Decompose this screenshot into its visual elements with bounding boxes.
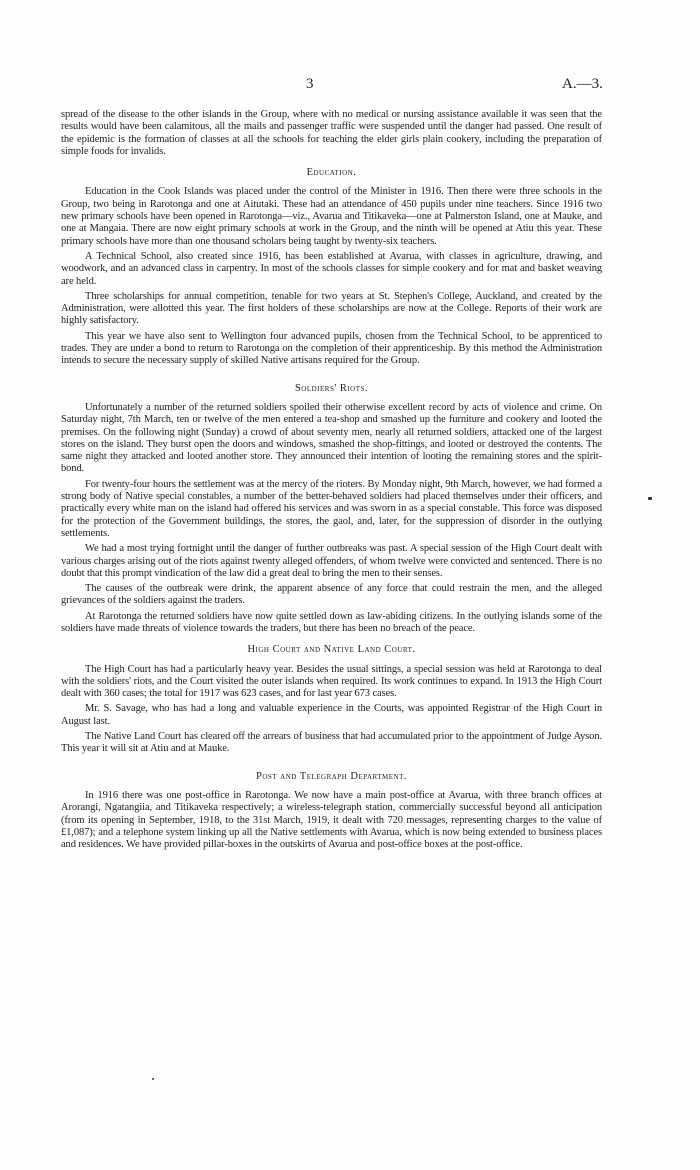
paragraph: Education in the Cook Islands was placed under the control of the Minister in 1916. Then there were three schools in the Group, two being in Rarotonga and one at Aitutaki. These had an attendance of 450 pupils under nine teachers. Since 1916 two new primary schools have been opened in Rarotonga—viz., Avarua and Titikaveka—one at Palmerston Island, one at Mauke, and one at Mangaia. There are now eight primary schools at work in the Group, and the ninth will be opened at Atiu this year. These primary schools have more than one thousand scholars being taught by twenty-six teachers. [61,186,602,247]
paragraph: Mr. S. Savage, who has had a long and valuable experience in the Courts, was appointed Registrar of the High Court in August last. [61,703,602,727]
paragraph: In 1916 there was one post-office in Rarotonga. We now have a main post-office at Avarua, with three branch offices at Arorangi, Ngatangiia, and Titikaveka respectively; a wireless-telegraph station, commercially successful beyond all anticipation (from its opening in September, 1918, to the 31st March, 1919, it dealt with 720 messages, representing charges to the value of £1,087); and a telephone system linking up all the Native settlements with Avarua, which is now being extended to business places and residences. We have provided pillar-boxes in the outskirts of Avarua and post-office boxes at the post-office. [61,789,602,851]
print-speck [152,1078,154,1080]
paragraph: The High Court has had a particularly heavy year. Besides the usual sittings, a special session was held at Rarotonga to deal with the soldiers' riots, and the Court visited the outer islands when required. Its work continues to expand. In 1913 the High Court dealt with 360 cases; the total for 1917 was 623 cases, and for last year 673 cases. [61,663,602,700]
paragraph: For twenty-four hours the settlement was at the mercy of the rioters. By Monday night, 9th March, however, we had formed a strong body of Native special constables, a number of the better-behaved soldiers had placed themselves under their officers, and practically every white man on the island had offered his services and was sworn in as a special constable. This force was disposed for the protection of the Government buildings, the stores, the gaol, and, later, for the suppression of disorder in the outlying settlements. [61,478,602,539]
section-heading-courts: High Court and Native Land Court. [247,644,416,656]
section-heading-post-telegraph: Post and Telegraph Department. [255,770,408,782]
paragraph: spread of the disease to the other islands in the Group, where with no medical or nursing assistance available it was seen that the results would have been calamitous, all the mails and passenger traffic were suspended until the danger had passed. One result of the epidemic is the formation of classes at all the schools for teaching the elder girls plain cookery, including the preparation of simple foods for invalids. [61,109,602,157]
paragraph: Unfortunately a number of the returned soldiers spoiled their otherwise excellent record by acts of violence and crime. On Saturday night, 7th March, ten or twelve of the men entered a tea-shop and smashed up the furniture and cookery and looted the premises. On the following night (Sunday) a crowd of about seventy men, nearly all returned soldiers, attacked one of the largest stores on the island. They burst open the doors and windows, smashed the shop-fittings, and looted or destroyed the contents. The same night they attacked and looted another store. They announced their intention of looting the remaining stores and the spirit-bond. [61,401,602,475]
page-number: 3 [306,76,314,92]
paragraph: The causes of the outbreak were drink, the apparent absence of any force that could restrain the men, and the alleged grievances of the soldiers against the traders. [61,583,602,607]
section-heading-soldiers-riots: Soldiers' Riots. [294,382,369,394]
document-reference: A.—3. [562,76,603,92]
paragraph: At Rarotonga the returned soldiers have now quite settled down as law-abiding citizens. In the outlying islands some of the soldiers have made threats of violence towards the traders, but there has been no breach of the peace. [61,610,602,634]
document-body [61,109,602,854]
paragraph: The Native Land Court has cleared off the arrears of business that had accumulated prior to the appointment of Judge Ayson. This year it will sit at Atiu and at Mauke. [61,731,602,755]
paragraph: Three scholarships for annual competition, tenable for two years at St. Stephen's College, Auckland, and created by the Administration, were allotted this year. The first holders of these scholarships are now at the College. Reports of their work are highly satisfactory. [61,290,602,327]
paragraph: We had a most trying fortnight until the danger of further outbreaks was past. A special session of the High Court dealt with various charges arising out of the riots against twenty alleged offenders, of whom twelve were convicted and sentenced. There is no doubt that this prompt vindication of the law did a great deal to bring the men to their senses. [61,543,602,579]
section-heading-education: Education. [306,167,357,179]
paragraph: A Technical School, also created since 1916, has been established at Avarua, with classes in agriculture, drawing, and woodwork, and an advanced class in carpentry. In most of the schools classes for simple cookery and for mat and basket weaving are held. [61,250,602,287]
margin-mark [648,497,652,500]
paragraph: This year we have also sent to Wellington four advanced pupils, chosen from the Technical School, to be apprenticed to trades. They are under a bond to return to Rarotonga on the completion of their apprenticeship. By this method the Administration intends to secure the necessary supply of skilled Native artisans required for the Group. [61,330,602,367]
